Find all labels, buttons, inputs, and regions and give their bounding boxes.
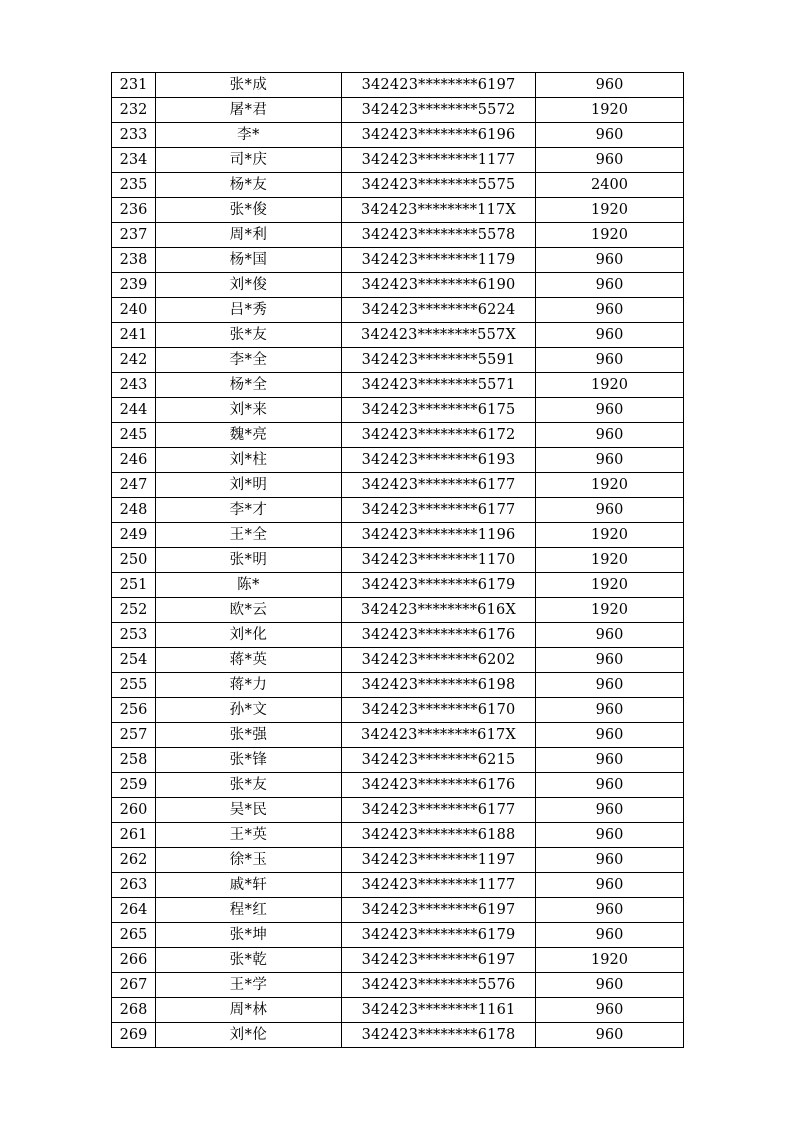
id-number-cell: 342423********1177 xyxy=(342,873,536,898)
table-row xyxy=(112,1023,684,1048)
name-cell: 周*林 xyxy=(156,998,342,1023)
amount-cell: 960 xyxy=(536,848,684,873)
name-cell: 张*锋 xyxy=(156,748,342,773)
amount-cell: 1920 xyxy=(536,523,684,548)
name-cell: 徐*玉 xyxy=(156,848,342,873)
name-cell: 张*俊 xyxy=(156,198,342,223)
name-cell: 程*红 xyxy=(156,898,342,923)
amount-cell: 2400 xyxy=(536,173,684,198)
name-cell: 李*才 xyxy=(156,498,342,523)
row-number-cell: 239 xyxy=(112,273,156,298)
name-cell: 蒋*力 xyxy=(156,673,342,698)
table-row xyxy=(112,198,684,223)
id-number-cell: 342423********6177 xyxy=(342,798,536,823)
table-row xyxy=(112,773,684,798)
name-cell: 刘*化 xyxy=(156,623,342,648)
id-number-cell: 342423********6193 xyxy=(342,448,536,473)
id-number-cell: 342423********5572 xyxy=(342,98,536,123)
name-cell: 吴*民 xyxy=(156,798,342,823)
id-number-cell: 342423********5575 xyxy=(342,173,536,198)
row-number-cell: 253 xyxy=(112,623,156,648)
amount-cell: 960 xyxy=(536,273,684,298)
row-number-cell: 261 xyxy=(112,823,156,848)
row-number-cell: 248 xyxy=(112,498,156,523)
row-number-cell: 251 xyxy=(112,573,156,598)
row-number-cell: 264 xyxy=(112,898,156,923)
amount-cell: 960 xyxy=(536,648,684,673)
amount-cell: 1920 xyxy=(536,948,684,973)
name-cell: 孙*文 xyxy=(156,698,342,723)
amount-cell: 1920 xyxy=(536,548,684,573)
name-cell: 蒋*英 xyxy=(156,648,342,673)
amount-cell: 1920 xyxy=(536,223,684,248)
row-number-cell: 254 xyxy=(112,648,156,673)
amount-cell: 1920 xyxy=(536,373,684,398)
table-row xyxy=(112,748,684,773)
name-cell: 欧*云 xyxy=(156,598,342,623)
name-cell: 张*成 xyxy=(156,73,342,98)
amount-cell: 960 xyxy=(536,248,684,273)
amount-cell: 960 xyxy=(536,123,684,148)
name-cell: 屠*君 xyxy=(156,98,342,123)
name-cell: 刘*柱 xyxy=(156,448,342,473)
row-number-cell: 256 xyxy=(112,698,156,723)
name-cell: 陈* xyxy=(156,573,342,598)
amount-cell: 960 xyxy=(536,773,684,798)
id-number-cell: 342423********6177 xyxy=(342,498,536,523)
amount-cell: 960 xyxy=(536,923,684,948)
name-cell: 戚*轩 xyxy=(156,873,342,898)
row-number-cell: 266 xyxy=(112,948,156,973)
row-number-cell: 245 xyxy=(112,423,156,448)
table-row xyxy=(112,673,684,698)
id-number-cell: 342423********6177 xyxy=(342,473,536,498)
table-row xyxy=(112,398,684,423)
table-row xyxy=(112,98,684,123)
table-row xyxy=(112,523,684,548)
id-number-cell: 342423********6197 xyxy=(342,898,536,923)
row-number-cell: 268 xyxy=(112,998,156,1023)
id-number-cell: 342423********6170 xyxy=(342,698,536,723)
name-cell: 魏*亮 xyxy=(156,423,342,448)
id-number-cell: 342423********6196 xyxy=(342,123,536,148)
id-number-cell: 342423********5571 xyxy=(342,373,536,398)
table-row xyxy=(112,623,684,648)
name-cell: 王*英 xyxy=(156,823,342,848)
name-cell: 张*坤 xyxy=(156,923,342,948)
table-row xyxy=(112,248,684,273)
name-cell: 杨*国 xyxy=(156,248,342,273)
row-number-cell: 259 xyxy=(112,773,156,798)
row-number-cell: 257 xyxy=(112,723,156,748)
amount-cell: 960 xyxy=(536,748,684,773)
table-row xyxy=(112,598,684,623)
id-number-cell: 342423********1177 xyxy=(342,148,536,173)
table-row xyxy=(112,273,684,298)
row-number-cell: 265 xyxy=(112,923,156,948)
amount-cell: 960 xyxy=(536,898,684,923)
table-row xyxy=(112,723,684,748)
table-row xyxy=(112,123,684,148)
table-row xyxy=(112,173,684,198)
table-row xyxy=(112,898,684,923)
amount-cell: 960 xyxy=(536,398,684,423)
table-row xyxy=(112,298,684,323)
name-cell: 张*友 xyxy=(156,773,342,798)
amount-cell: 960 xyxy=(536,973,684,998)
id-number-cell: 342423********557X xyxy=(342,323,536,348)
name-cell: 张*乾 xyxy=(156,948,342,973)
id-number-cell: 342423********6178 xyxy=(342,1023,536,1048)
id-number-cell: 342423********6176 xyxy=(342,623,536,648)
row-number-cell: 233 xyxy=(112,123,156,148)
row-number-cell: 236 xyxy=(112,198,156,223)
row-number-cell: 263 xyxy=(112,873,156,898)
table-row xyxy=(112,698,684,723)
row-number-cell: 241 xyxy=(112,323,156,348)
table-row xyxy=(112,473,684,498)
table-row xyxy=(112,548,684,573)
amount-cell: 960 xyxy=(536,73,684,98)
id-number-cell: 342423********5576 xyxy=(342,973,536,998)
id-number-cell: 342423********6202 xyxy=(342,648,536,673)
id-number-cell: 342423********5591 xyxy=(342,348,536,373)
id-number-cell: 342423********616X xyxy=(342,598,536,623)
id-number-cell: 342423********6190 xyxy=(342,273,536,298)
id-number-cell: 342423********6224 xyxy=(342,298,536,323)
row-number-cell: 246 xyxy=(112,448,156,473)
table-row xyxy=(112,648,684,673)
table-row xyxy=(112,798,684,823)
name-cell: 李* xyxy=(156,123,342,148)
id-number-cell: 342423********6215 xyxy=(342,748,536,773)
row-number-cell: 238 xyxy=(112,248,156,273)
amount-cell: 960 xyxy=(536,498,684,523)
name-cell: 刘*来 xyxy=(156,398,342,423)
table-row xyxy=(112,498,684,523)
amount-cell: 960 xyxy=(536,723,684,748)
row-number-cell: 250 xyxy=(112,548,156,573)
id-number-cell: 342423********617X xyxy=(342,723,536,748)
id-number-cell: 342423********1197 xyxy=(342,848,536,873)
roster-table-body xyxy=(112,73,684,1048)
id-number-cell: 342423********6198 xyxy=(342,673,536,698)
row-number-cell: 244 xyxy=(112,398,156,423)
id-number-cell: 342423********5578 xyxy=(342,223,536,248)
id-number-cell: 342423********1196 xyxy=(342,523,536,548)
name-cell: 张*友 xyxy=(156,323,342,348)
row-number-cell: 255 xyxy=(112,673,156,698)
amount-cell: 960 xyxy=(536,673,684,698)
row-number-cell: 243 xyxy=(112,373,156,398)
name-cell: 王*学 xyxy=(156,973,342,998)
id-number-cell: 342423********6197 xyxy=(342,73,536,98)
table-row xyxy=(112,373,684,398)
id-number-cell: 342423********6179 xyxy=(342,573,536,598)
row-number-cell: 237 xyxy=(112,223,156,248)
id-number-cell: 342423********117X xyxy=(342,198,536,223)
name-cell: 杨*友 xyxy=(156,173,342,198)
amount-cell: 960 xyxy=(536,348,684,373)
amount-cell: 960 xyxy=(536,623,684,648)
name-cell: 王*全 xyxy=(156,523,342,548)
row-number-cell: 249 xyxy=(112,523,156,548)
row-number-cell: 252 xyxy=(112,598,156,623)
table-row xyxy=(112,823,684,848)
table-row xyxy=(112,848,684,873)
name-cell: 张*明 xyxy=(156,548,342,573)
name-cell: 刘*明 xyxy=(156,473,342,498)
row-number-cell: 269 xyxy=(112,1023,156,1048)
name-cell: 李*全 xyxy=(156,348,342,373)
amount-cell: 960 xyxy=(536,873,684,898)
table-row xyxy=(112,423,684,448)
amount-cell: 960 xyxy=(536,998,684,1023)
amount-cell: 960 xyxy=(536,448,684,473)
amount-cell: 960 xyxy=(536,1023,684,1048)
amount-cell: 960 xyxy=(536,298,684,323)
row-number-cell: 242 xyxy=(112,348,156,373)
row-number-cell: 240 xyxy=(112,298,156,323)
amount-cell: 960 xyxy=(536,423,684,448)
table-row xyxy=(112,348,684,373)
table-row xyxy=(112,573,684,598)
amount-cell: 1920 xyxy=(536,473,684,498)
table-row xyxy=(112,948,684,973)
name-cell: 张*强 xyxy=(156,723,342,748)
amount-cell: 1920 xyxy=(536,598,684,623)
amount-cell: 1920 xyxy=(536,198,684,223)
table-row xyxy=(112,873,684,898)
table-row xyxy=(112,223,684,248)
amount-cell: 960 xyxy=(536,323,684,348)
row-number-cell: 234 xyxy=(112,148,156,173)
amount-cell: 1920 xyxy=(536,573,684,598)
amount-cell: 1920 xyxy=(536,98,684,123)
name-cell: 刘*伦 xyxy=(156,1023,342,1048)
table-row xyxy=(112,998,684,1023)
table-row xyxy=(112,973,684,998)
id-number-cell: 342423********6179 xyxy=(342,923,536,948)
row-number-cell: 232 xyxy=(112,98,156,123)
id-number-cell: 342423********6175 xyxy=(342,398,536,423)
row-number-cell: 267 xyxy=(112,973,156,998)
amount-cell: 960 xyxy=(536,148,684,173)
row-number-cell: 260 xyxy=(112,798,156,823)
name-cell: 周*利 xyxy=(156,223,342,248)
amount-cell: 960 xyxy=(536,698,684,723)
amount-cell: 960 xyxy=(536,823,684,848)
table-row xyxy=(112,73,684,98)
name-cell: 杨*全 xyxy=(156,373,342,398)
table-row xyxy=(112,448,684,473)
name-cell: 刘*俊 xyxy=(156,273,342,298)
roster-table xyxy=(111,72,684,1048)
id-number-cell: 342423********6172 xyxy=(342,423,536,448)
id-number-cell: 342423********6188 xyxy=(342,823,536,848)
table-row xyxy=(112,923,684,948)
id-number-cell: 342423********6176 xyxy=(342,773,536,798)
row-number-cell: 262 xyxy=(112,848,156,873)
table-row xyxy=(112,148,684,173)
id-number-cell: 342423********1161 xyxy=(342,998,536,1023)
name-cell: 吕*秀 xyxy=(156,298,342,323)
row-number-cell: 231 xyxy=(112,73,156,98)
amount-cell: 960 xyxy=(536,798,684,823)
id-number-cell: 342423********6197 xyxy=(342,948,536,973)
row-number-cell: 258 xyxy=(112,748,156,773)
table-row xyxy=(112,323,684,348)
id-number-cell: 342423********1170 xyxy=(342,548,536,573)
id-number-cell: 342423********1179 xyxy=(342,248,536,273)
row-number-cell: 235 xyxy=(112,173,156,198)
row-number-cell: 247 xyxy=(112,473,156,498)
name-cell: 司*庆 xyxy=(156,148,342,173)
